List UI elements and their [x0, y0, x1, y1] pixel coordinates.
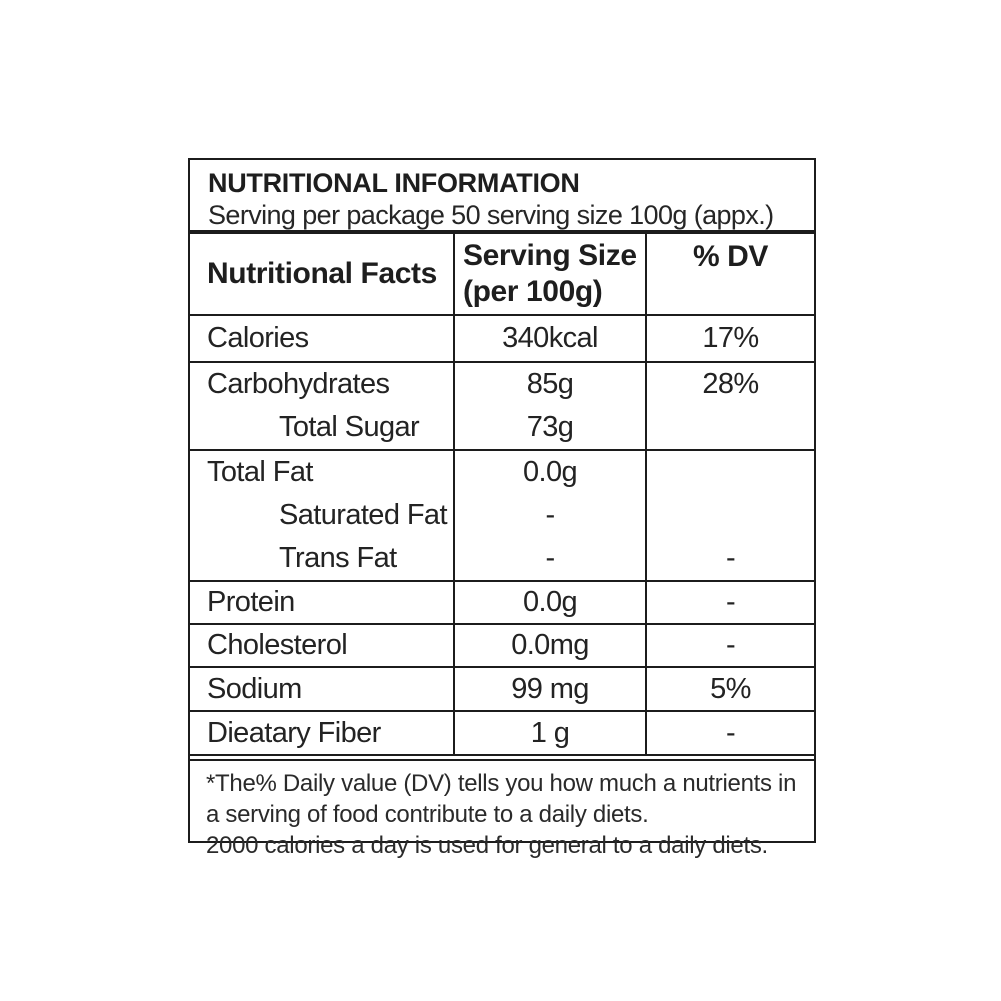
label-header	[190, 160, 814, 234]
nutrient-name: Total Fat	[207, 456, 313, 488]
nutrient-dv: 28%	[702, 368, 759, 400]
label-title: NUTRITIONAL INFORMATION	[208, 168, 580, 198]
nutrient-value: -	[545, 542, 555, 574]
nutrient-dv: 5%	[710, 672, 751, 705]
table-header-row	[190, 234, 814, 316]
nutrient-value: 340kcal	[502, 322, 598, 354]
nutrient-value: 99 mg	[511, 672, 589, 705]
nutrient-dv: -	[725, 586, 736, 618]
nutrient-dv: -	[725, 542, 736, 574]
table-row-total-fat	[190, 451, 814, 582]
column-header-dv: % DV	[692, 240, 769, 273]
nutrient-name: Calories	[207, 322, 309, 354]
nutrient-dv: 17%	[702, 322, 759, 354]
dv-footnote-line1: *The% Daily value (DV) tells you how much a nutrients in a serving of food contribute to a daily diets.	[206, 770, 797, 828]
label-subtitle: Serving per package 50 serving size 100g (appx.)	[208, 200, 774, 230]
nutrient-value: 0.0g	[522, 586, 578, 618]
nutrient-value: 85g	[526, 368, 574, 400]
column-header-serving-size: Serving Size (per 100g)	[455, 234, 647, 314]
nutrition-table	[190, 234, 814, 756]
nutrient-name: Carbohydrates	[207, 368, 390, 400]
table-row-protein	[190, 582, 814, 625]
table-row-dietary-fiber	[190, 712, 814, 756]
nutrition-label	[188, 158, 816, 859]
nutrient-value: -	[545, 499, 555, 531]
nutrient-value: 0.0g	[522, 456, 578, 488]
table-row-carbohydrates	[190, 363, 814, 451]
dv-footnote	[190, 759, 814, 861]
nutrient-name: Dieatary Fiber	[207, 716, 381, 749]
dv-footnote-line2: 2000 calories a day is used for general to a daily diets.	[206, 832, 768, 859]
table-row-cholesterol	[190, 625, 814, 668]
nutrient-name: Saturated Fat	[279, 499, 447, 531]
nutrient-value: 0.0mg	[511, 629, 589, 661]
nutrient-value: 1 g	[530, 716, 570, 749]
nutrient-dv: -	[725, 629, 736, 661]
nutrient-name: Total Sugar	[279, 411, 420, 443]
nutrient-value: 73g	[526, 411, 574, 443]
nutrient-name: Cholesterol	[207, 629, 348, 661]
nutrient-name: Sodium	[207, 672, 302, 705]
nutrient-name: Protein	[207, 586, 295, 618]
nutrient-name: Trans Fat	[279, 542, 397, 574]
table-row-calories	[190, 316, 814, 363]
column-header-nutrient: Nutritional Facts	[190, 234, 455, 314]
table-row-sodium	[190, 668, 814, 712]
nutrient-dv: -	[725, 716, 736, 749]
